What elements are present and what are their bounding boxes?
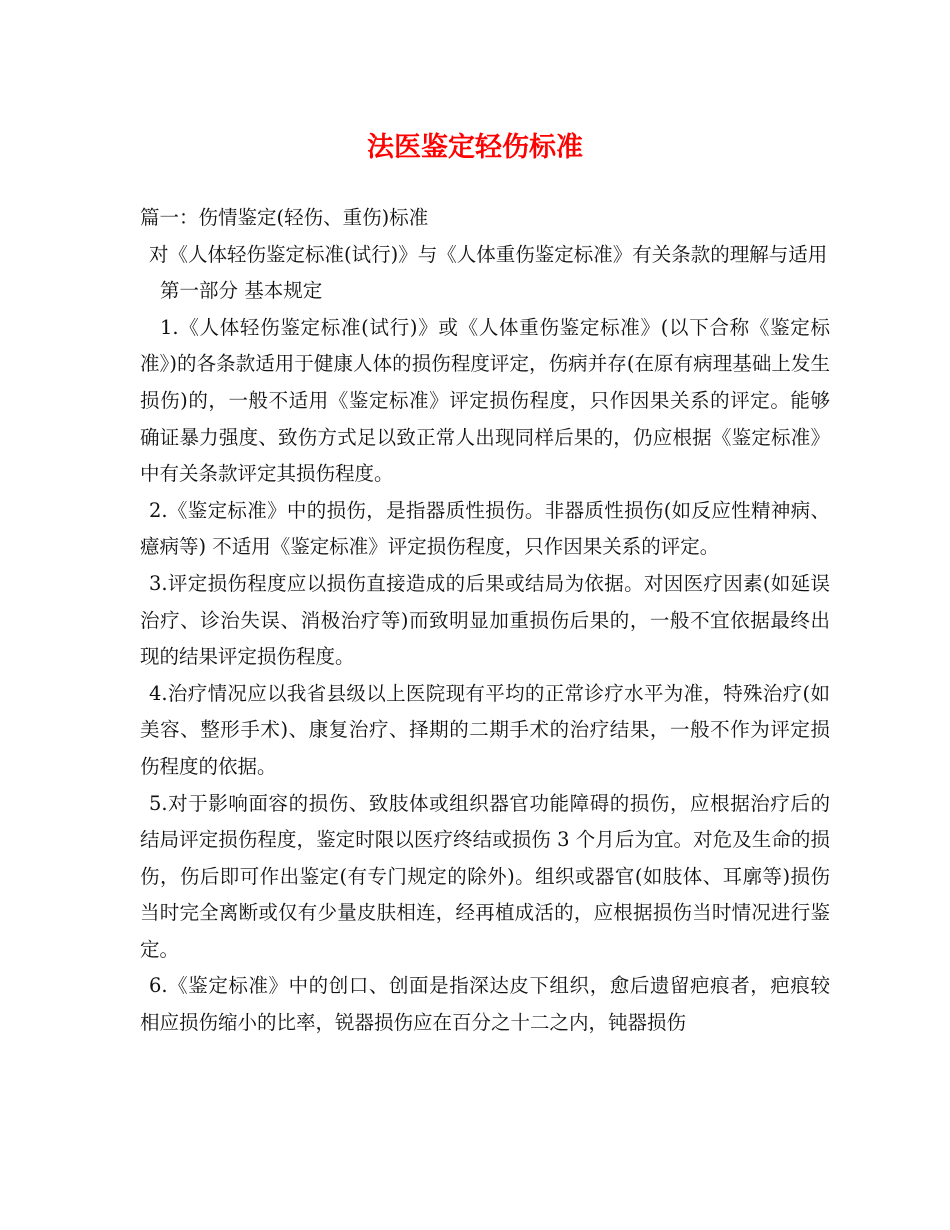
paragraph-6: 6.《鉴定标准》中的创口、创面是指深达皮下组织，愈后遗留疤痕者，疤痕较相应损伤缩小的比率，锐器损伤应在百分之十二之内，钝器损伤 xyxy=(140,974,830,1035)
section-heading: 篇一：伤情鉴定(轻伤、重伤)标准 xyxy=(140,206,429,229)
part-heading: 第一部分 基本规定 xyxy=(160,279,323,303)
paragraph-1: 1.《人体轻伤鉴定标准(试行)》或《人体重伤鉴定标准》(以下合称《鉴定标准》)的各条款适用于健康人体的损伤程度评定，伤病并存(在原有病理基础上发生损伤)的，一般不适用《鉴定标准》评定损伤程度，只作因果关系的评定。能够确证暴力强度、致伤方式足以致正常人出现同样后果的，仍应根据《鉴定标准》中有关条款评定其损伤程度。 xyxy=(140,315,830,486)
paragraph-intro: 对《人体轻伤鉴定标准(试行)》与《人体重伤鉴定标准》有关条款的理解与适用 xyxy=(149,242,828,266)
document-body xyxy=(140,200,830,1042)
paragraph-4: 4.治疗情况应以我省县级以上医院现有平均的正常诊疗水平为准，特殊治疗(如美容、整形手术)、康复治疗、择期的二期手术的治疗结果，一般不作为评定损伤程度的依据。 xyxy=(140,681,830,778)
paragraph-5: 5.对于影响面容的损伤、致肢体或组织器官功能障碍的损伤，应根据治疗后的结局评定损伤程度，鉴定时限以医疗终结或损伤 3 个月后为宜。对危及生命的损伤，伤后即可作出鉴定(有专门规定的除外)。组织或器官(如肢体、耳廓等)损伤当时完全离断或仅有少量皮肤相连，经再植成活的，应根据损伤当时情况进行鉴定。 xyxy=(140,791,830,961)
paragraph-2: 2.《鉴定标准》中的损伤，是指器质性损伤。非器质性损伤(如反应性精神病、癔病等) 不适用《鉴定标准》评定损伤程度，只作因果关系的评定。 xyxy=(140,498,830,559)
document-title: 法医鉴定轻伤标准 xyxy=(367,132,583,163)
paragraph-3: 3.评定损伤程度应以损伤直接造成的后果或结局为依据。对因医疗因素(如延误治疗、诊治失误、消极治疗等)而致明显加重损伤后果的，一般不宜依据最终出现的结果评定损伤程度。 xyxy=(140,571,830,669)
